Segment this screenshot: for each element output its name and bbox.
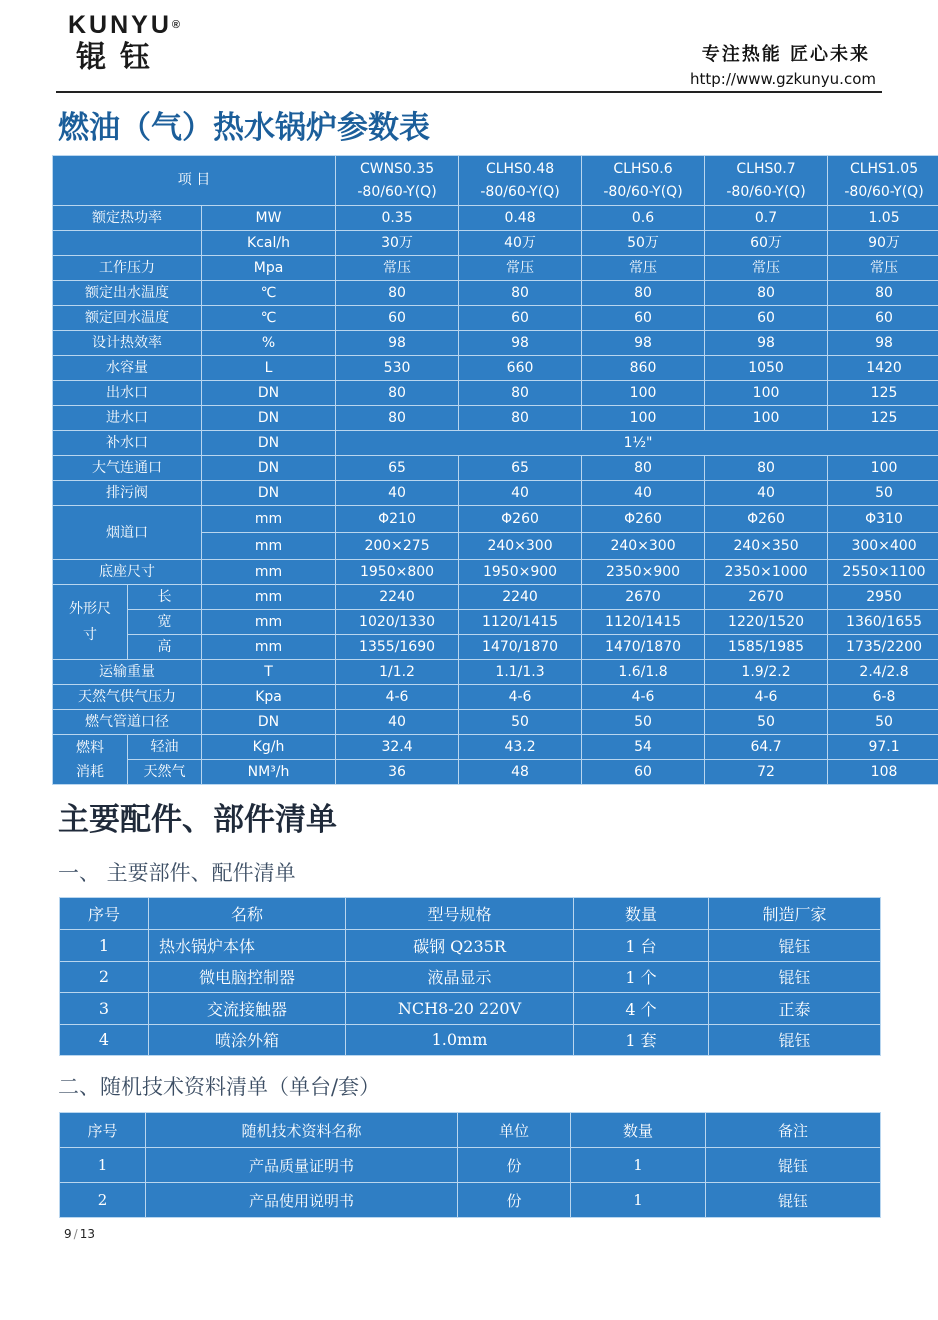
table-cell: 4 个 xyxy=(574,993,709,1025)
table-cell: 1.6/1.8 xyxy=(582,660,705,685)
table-cell: 1355/1690 xyxy=(336,635,459,660)
row-label xyxy=(53,231,202,256)
table-row xyxy=(60,1024,881,1056)
table-cell: 锟钰 xyxy=(706,1148,881,1183)
table-cell: 4-6 xyxy=(336,685,459,710)
table-cell: 90万 xyxy=(828,231,938,256)
column-header: 名称 xyxy=(149,898,346,930)
table-row xyxy=(53,585,938,610)
table-cell: Φ260 xyxy=(705,506,828,533)
table-row xyxy=(53,381,938,406)
table-cell: 60 xyxy=(582,306,705,331)
table-cell: 50 xyxy=(705,710,828,735)
page-number xyxy=(64,1227,95,1241)
current-page: 9 xyxy=(64,1227,72,1241)
row-unit: DN xyxy=(202,431,336,456)
table-cell: 50万 xyxy=(582,231,705,256)
table-cell: 64.7 xyxy=(705,735,828,760)
table-cell: 4 xyxy=(60,1024,149,1056)
row-sublabel: 轻油 xyxy=(128,735,202,760)
table-cell: 2 xyxy=(60,1183,146,1218)
table-cell: 125 xyxy=(828,406,938,431)
table-cell: 60 xyxy=(705,306,828,331)
column-header: 数量 xyxy=(571,1113,706,1148)
table-cell: 1585/1985 xyxy=(705,635,828,660)
row-unit: Kg/h xyxy=(202,735,336,760)
table-row xyxy=(53,660,938,685)
table-cell: 锟钰 xyxy=(709,930,881,962)
table-cell: 6-8 xyxy=(828,685,938,710)
table-cell: 98 xyxy=(828,331,938,356)
table-cell: 1 xyxy=(571,1183,706,1218)
table-cell: 常压 xyxy=(459,256,582,281)
row-unit: DN xyxy=(202,406,336,431)
table-cell: 1 台 xyxy=(574,930,709,962)
table-cell: 0.7 xyxy=(705,206,828,231)
row-label: 额定出水温度 xyxy=(53,281,202,306)
table-row xyxy=(53,610,938,635)
table-cell: 2550×1100 xyxy=(828,560,938,585)
row-unit: L xyxy=(202,356,336,381)
row-unit: DN xyxy=(202,481,336,506)
table-cell: 50 xyxy=(459,710,582,735)
table-cell: 32.4 xyxy=(336,735,459,760)
table-cell: Φ210 xyxy=(336,506,459,533)
row-unit: DN xyxy=(202,456,336,481)
table-cell: 40 xyxy=(336,710,459,735)
table-cell: 0.35 xyxy=(336,206,459,231)
table-cell: 30万 xyxy=(336,231,459,256)
table-cell: 1.05 xyxy=(828,206,938,231)
table-cell: 40 xyxy=(336,481,459,506)
row-unit: mm xyxy=(202,533,336,560)
table-cell: 98 xyxy=(336,331,459,356)
table-row xyxy=(53,356,938,381)
column-header: 备注 xyxy=(706,1113,881,1148)
row-label: 水容量 xyxy=(53,356,202,381)
table-cell: 1 套 xyxy=(574,1024,709,1056)
table-cell: 72 xyxy=(705,760,828,785)
table-cell: 1½" xyxy=(336,431,938,456)
table-row xyxy=(53,635,938,660)
table-row xyxy=(53,481,938,506)
row-unit: mm xyxy=(202,635,336,660)
table-cell: 常压 xyxy=(582,256,705,281)
table-cell: 100 xyxy=(705,406,828,431)
table-cell: 40 xyxy=(459,481,582,506)
parts-table xyxy=(59,897,881,1056)
table-cell: 50 xyxy=(828,481,938,506)
technical-docs-table xyxy=(59,1112,881,1218)
row-unit: mm xyxy=(202,585,336,610)
row-sublabel: 宽 xyxy=(128,610,202,635)
table-cell: 1 xyxy=(60,1148,146,1183)
table-cell: 65 xyxy=(336,456,459,481)
table-cell: Φ260 xyxy=(582,506,705,533)
table-cell: 热水锅炉本体 xyxy=(149,930,346,962)
table-cell: 1420 xyxy=(828,356,938,381)
table-cell: 1/1.2 xyxy=(336,660,459,685)
row-label: 运输重量 xyxy=(53,660,202,685)
row-unit: mm xyxy=(202,506,336,533)
table-cell: Φ310 xyxy=(828,506,938,533)
table-cell: 60 xyxy=(828,306,938,331)
model-header: CLHS0.6 -80/60-Y(Q) xyxy=(582,156,705,206)
table-cell: 1950×900 xyxy=(459,560,582,585)
table-cell: 80 xyxy=(582,456,705,481)
column-header: 序号 xyxy=(60,1113,146,1148)
table-row xyxy=(53,231,938,256)
table-cell: 80 xyxy=(459,406,582,431)
table-cell: 液晶显示 xyxy=(346,961,574,993)
table-cell: 1 xyxy=(60,930,149,962)
table-row xyxy=(53,685,938,710)
row-unit: mm xyxy=(202,560,336,585)
table-cell: 常压 xyxy=(336,256,459,281)
column-header: 序号 xyxy=(60,898,149,930)
company-logo xyxy=(68,12,180,76)
row-unit: ℃ xyxy=(202,306,336,331)
table-cell: 60 xyxy=(336,306,459,331)
table-row xyxy=(53,760,938,785)
table-cell: 1470/1870 xyxy=(459,635,582,660)
table-cell: 1.0mm xyxy=(346,1024,574,1056)
table-cell: 1120/1415 xyxy=(582,610,705,635)
table-cell: 1360/1655 xyxy=(828,610,938,635)
table-cell: 80 xyxy=(828,281,938,306)
row-label: 烟道口 xyxy=(53,506,202,560)
model-header: CLHS0.7 -80/60-Y(Q) xyxy=(705,156,828,206)
table-cell: 产品质量证明书 xyxy=(146,1148,458,1183)
boiler-parameter-table xyxy=(52,155,938,785)
table-cell: 43.2 xyxy=(459,735,582,760)
table-cell: 份 xyxy=(458,1183,571,1218)
table-cell: 1220/1520 xyxy=(705,610,828,635)
table-header-row xyxy=(60,1113,881,1148)
table-cell: 锟钰 xyxy=(709,961,881,993)
table-cell: 2670 xyxy=(705,585,828,610)
row-unit: ℃ xyxy=(202,281,336,306)
row-unit: MW xyxy=(202,206,336,231)
column-header: 单位 xyxy=(458,1113,571,1148)
table-cell: 100 xyxy=(582,406,705,431)
header-divider xyxy=(56,91,882,93)
table-cell: 1020/1330 xyxy=(336,610,459,635)
table-row xyxy=(53,256,938,281)
table-cell: 1470/1870 xyxy=(582,635,705,660)
table-cell: 60 xyxy=(459,306,582,331)
row-unit: Kpa xyxy=(202,685,336,710)
table-row xyxy=(53,710,938,735)
table-cell: 2350×1000 xyxy=(705,560,828,585)
table-cell: 300×400 xyxy=(828,533,938,560)
row-unit: NM³/h xyxy=(202,760,336,785)
table-cell: 50 xyxy=(582,710,705,735)
model-header: CLHS0.48 -80/60-Y(Q) xyxy=(459,156,582,206)
model-header: CLHS1.05 -80/60-Y(Q) xyxy=(828,156,938,206)
table-cell: 喷涂外箱 xyxy=(149,1024,346,1056)
row-sublabel: 天然气 xyxy=(128,760,202,785)
column-header: 数量 xyxy=(574,898,709,930)
row-unit: mm xyxy=(202,610,336,635)
table-cell: 98 xyxy=(705,331,828,356)
table-cell: 0.48 xyxy=(459,206,582,231)
column-header: 随机技术资料名称 xyxy=(146,1113,458,1148)
logo-english: KUNYU xyxy=(68,11,172,39)
table-cell: 80 xyxy=(336,381,459,406)
table-row xyxy=(53,406,938,431)
row-unit: Kcal/h xyxy=(202,231,336,256)
table-cell: 4-6 xyxy=(582,685,705,710)
table-cell: 3 xyxy=(60,993,149,1025)
table-row xyxy=(53,431,938,456)
row-unit: T xyxy=(202,660,336,685)
table-cell: 锟钰 xyxy=(706,1183,881,1218)
table-cell: 125 xyxy=(828,381,938,406)
table-cell: 40万 xyxy=(459,231,582,256)
table-header-row xyxy=(53,156,938,206)
row-unit: % xyxy=(202,331,336,356)
docs-subtitle: 二、随机技术资料清单（单台/套） xyxy=(58,1075,381,1099)
table-cell: 80 xyxy=(336,406,459,431)
table-row xyxy=(60,1183,881,1218)
table-row xyxy=(60,961,881,993)
table-cell: 530 xyxy=(336,356,459,381)
table-cell: 碳钢 Q235R xyxy=(346,930,574,962)
table-cell: 97.1 xyxy=(828,735,938,760)
table-row xyxy=(53,206,938,231)
table-row xyxy=(53,560,938,585)
table-cell: 2 xyxy=(60,961,149,993)
table-cell: 240×300 xyxy=(459,533,582,560)
table-cell: 240×300 xyxy=(582,533,705,560)
table-cell: 108 xyxy=(828,760,938,785)
row-unit: DN xyxy=(202,710,336,735)
table-cell: 锟钰 xyxy=(709,1024,881,1056)
table-cell: 1950×800 xyxy=(336,560,459,585)
table-row xyxy=(60,930,881,962)
table-row xyxy=(53,735,938,760)
row-label: 排污阀 xyxy=(53,481,202,506)
table-cell: 860 xyxy=(582,356,705,381)
table-cell: 1.9/2.2 xyxy=(705,660,828,685)
table-cell: 98 xyxy=(582,331,705,356)
table-cell: 100 xyxy=(828,456,938,481)
column-header: 型号规格 xyxy=(346,898,574,930)
table-cell: Φ260 xyxy=(459,506,582,533)
row-label: 补水口 xyxy=(53,431,202,456)
table-cell: 40 xyxy=(582,481,705,506)
row-group-label: 外形尺 寸 xyxy=(53,585,128,660)
table-cell: 1735/2200 xyxy=(828,635,938,660)
table-cell: 1.1/1.3 xyxy=(459,660,582,685)
table-cell: 48 xyxy=(459,760,582,785)
table-cell: 正泰 xyxy=(709,993,881,1025)
website-url[interactable]: http://www.gzkunyu.com xyxy=(690,70,876,88)
model-header: CWNS0.35 -80/60-Y(Q) xyxy=(336,156,459,206)
table-row xyxy=(60,993,881,1025)
table-row xyxy=(53,306,938,331)
row-label: 底座尺寸 xyxy=(53,560,202,585)
table-cell: 份 xyxy=(458,1148,571,1183)
row-sublabel: 高 xyxy=(128,635,202,660)
table-row xyxy=(53,281,938,306)
row-sublabel: 长 xyxy=(128,585,202,610)
table-cell: 200×275 xyxy=(336,533,459,560)
table-header-row xyxy=(60,898,881,930)
table-cell: 4-6 xyxy=(459,685,582,710)
row-label: 燃气管道口径 xyxy=(53,710,202,735)
table-cell: 240×350 xyxy=(705,533,828,560)
table-row xyxy=(53,331,938,356)
logo-chinese: 锟钰 xyxy=(76,40,164,75)
row-label: 进水口 xyxy=(53,406,202,431)
page-title: 燃油（气）热水锅炉参数表 xyxy=(58,110,430,146)
table-cell: 80 xyxy=(705,456,828,481)
table-cell: NCH8-20 220V xyxy=(346,993,574,1025)
table-cell: 80 xyxy=(459,381,582,406)
table-cell: 2350×900 xyxy=(582,560,705,585)
table-cell: 1 xyxy=(571,1148,706,1183)
row-label: 大气连通口 xyxy=(53,456,202,481)
table-row xyxy=(53,456,938,481)
table-cell: 1050 xyxy=(705,356,828,381)
table-cell: 60 xyxy=(582,760,705,785)
table-cell: 54 xyxy=(582,735,705,760)
column-header: 制造厂家 xyxy=(709,898,881,930)
table-cell: 80 xyxy=(459,281,582,306)
total-pages: 13 xyxy=(79,1227,95,1241)
table-cell: 交流接触器 xyxy=(149,993,346,1025)
table-cell: 80 xyxy=(336,281,459,306)
registered-mark: ® xyxy=(171,19,181,31)
table-cell: 98 xyxy=(459,331,582,356)
table-cell: 4-6 xyxy=(705,685,828,710)
table-cell: 微电脑控制器 xyxy=(149,961,346,993)
table-cell: 100 xyxy=(582,381,705,406)
item-header: 项 目 xyxy=(53,156,336,206)
table-cell: 0.6 xyxy=(582,206,705,231)
row-label: 额定回水温度 xyxy=(53,306,202,331)
section-title: 主要配件、部件清单 xyxy=(58,802,337,838)
table-cell: 1120/1415 xyxy=(459,610,582,635)
table-cell: 常压 xyxy=(705,256,828,281)
table-cell: 80 xyxy=(705,281,828,306)
row-label: 工作压力 xyxy=(53,256,202,281)
page-separator: / xyxy=(73,1227,78,1241)
row-label: 天然气供气压力 xyxy=(53,685,202,710)
row-unit: DN xyxy=(202,381,336,406)
table-row xyxy=(60,1148,881,1183)
table-cell: 80 xyxy=(582,281,705,306)
table-cell: 产品使用说明书 xyxy=(146,1183,458,1218)
table-cell: 660 xyxy=(459,356,582,381)
table-cell: 50 xyxy=(828,710,938,735)
table-row xyxy=(53,506,938,533)
table-cell: 65 xyxy=(459,456,582,481)
row-group-label: 燃料 消耗 xyxy=(53,735,128,785)
table-cell: 2950 xyxy=(828,585,938,610)
slogan: 专注热能 匠心未来 xyxy=(701,44,870,65)
table-cell: 40 xyxy=(705,481,828,506)
table-cell: 2240 xyxy=(459,585,582,610)
table-cell: 60万 xyxy=(705,231,828,256)
table-cell: 常压 xyxy=(828,256,938,281)
row-label: 额定热功率 xyxy=(53,206,202,231)
table-cell: 2240 xyxy=(336,585,459,610)
table-cell: 36 xyxy=(336,760,459,785)
table-cell: 2.4/2.8 xyxy=(828,660,938,685)
row-label: 设计热效率 xyxy=(53,331,202,356)
table-cell: 100 xyxy=(705,381,828,406)
parts-subtitle: 一、 主要部件、配件清单 xyxy=(58,861,296,885)
row-label: 出水口 xyxy=(53,381,202,406)
table-cell: 1 个 xyxy=(574,961,709,993)
table-cell: 2670 xyxy=(582,585,705,610)
row-unit: Mpa xyxy=(202,256,336,281)
